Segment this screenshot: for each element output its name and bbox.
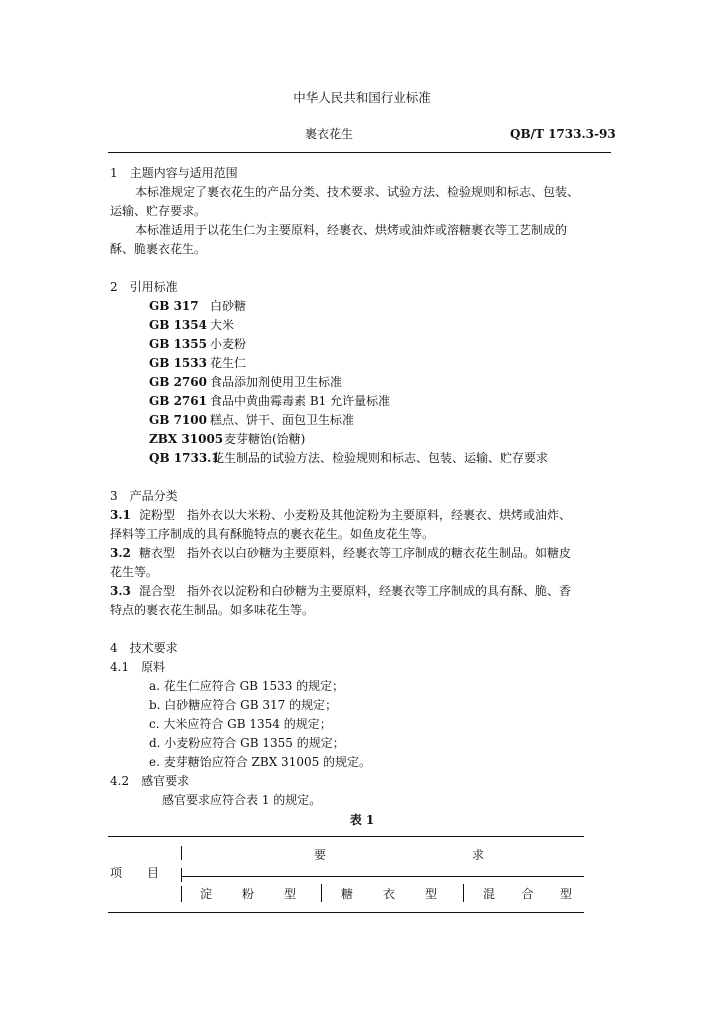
table-subheader: 糖衣型 <box>341 887 437 901</box>
clause-number: 3.3 <box>110 584 131 598</box>
ref-code: GB 1355 <box>149 337 207 351</box>
clause-3-1-cont: 择料等工序制成的具有酥脆特点的裹衣花生。如鱼皮花生等。 <box>110 527 435 541</box>
clause-3-2-text: 糖衣型 指外衣以白砂糖为主要原料，经裹衣等工序制成的糖衣花生制品。如糖皮 <box>139 546 572 560</box>
clause-4-2-text: 感官要求应符合表 1 的规定。 <box>162 793 322 807</box>
list-item: d. 小麦粉应符合 GB 1355 的规定； <box>149 736 345 750</box>
clause-number: 3.1 <box>110 508 131 522</box>
issuing-authority: 中华人民共和国行业标准 <box>293 90 431 105</box>
header-rule <box>108 152 611 153</box>
table-mid-rule <box>182 876 584 877</box>
table-header-item: 项目 <box>110 866 159 880</box>
ref-name: 食品中黄曲霉毒素 B1 允许量标准 <box>210 394 391 408</box>
column-divider <box>181 868 182 882</box>
ref-code: GB 2761 <box>149 394 207 408</box>
ref-name: 麦芽糖饴(饴糖) <box>224 432 306 446</box>
document-title: 裹衣花生 <box>305 127 354 141</box>
standard-code: QB/T 1733.3-93 <box>510 127 616 141</box>
section-4-heading: 4 技术要求 <box>110 641 178 655</box>
ref-code: GB 2760 <box>149 375 207 389</box>
clause-3-2-cont: 花生等。 <box>110 565 159 579</box>
section-1-para-2: 本标准适用于以花生仁为主要原料，经裹衣、烘烤或油炸或溶糖裹衣等工艺制成的 <box>135 223 568 237</box>
ref-code: GB 7100 <box>149 413 207 427</box>
section-2-heading: 2 引用标准 <box>110 280 178 294</box>
ref-name: 糕点、饼干、面包卫生标准 <box>210 413 355 427</box>
ref-name: 花生仁 <box>210 356 247 370</box>
list-item: a. 花生仁应符合 GB 1533 的规定； <box>149 679 345 693</box>
ref-code: ZBX 31005 <box>149 432 224 446</box>
table-subheader: 淀粉型 <box>200 887 296 901</box>
ref-code: QB 1733.1 <box>149 451 220 465</box>
list-item: c. 大米应符合 GB 1354 的规定； <box>149 717 332 731</box>
table-caption: 表 1 <box>349 813 375 827</box>
table-top-rule <box>108 836 584 837</box>
section-1-para-1: 本标准规定了裹衣花生的产品分类、技术要求、试验方法、检验规则和标志、包装、 <box>135 185 580 199</box>
list-item: e. 麦芽糖饴应符合 ZBX 31005 的规定。 <box>149 755 372 769</box>
ref-code: GB 1533 <box>149 356 207 370</box>
column-divider <box>181 886 182 902</box>
ref-name: 小麦粉 <box>210 337 247 351</box>
column-divider <box>321 884 322 902</box>
clause-3-3-text: 混合型 指外衣以淀粉和白砂糖为主要原料，经裹衣等工序制成的具有酥、脆、香 <box>139 584 572 598</box>
column-divider <box>463 884 464 902</box>
section-1-para-2-cont: 酥、脆裹衣花生。 <box>110 242 207 256</box>
clause-4-1-heading: 4.1 原料 <box>110 660 166 674</box>
table-bottom-rule <box>108 912 584 913</box>
ref-name: 大米 <box>210 318 235 332</box>
clause-number: 3.2 <box>110 546 131 560</box>
section-3-heading: 3 产品分类 <box>110 489 178 503</box>
ref-code: GB 1354 <box>149 318 207 332</box>
ref-name: 花生制品的试验方法、检验规则和标志、包装、运输、贮存要求 <box>212 451 549 465</box>
clause-4-2-heading: 4.2 感官要求 <box>110 774 190 788</box>
list-item: b. 白砂糖应符合 GB 317 的规定； <box>149 698 338 712</box>
clause-3-1-text: 淀粉型 指外衣以大米粉、小麦粉及其他淀粉为主要原料，经裹衣、烘烤或油炸、 <box>139 508 572 522</box>
table-header-requirement: 要求 <box>314 848 484 862</box>
clause-3-3-cont: 特点的裹衣花生制品。如多味花生等。 <box>110 603 315 617</box>
section-1-para-1-cont: 运输、贮存要求。 <box>110 204 207 218</box>
column-divider <box>181 846 182 860</box>
ref-name: 白砂糖 <box>210 299 247 313</box>
table-subheader: 混合型 <box>483 887 572 901</box>
section-1-heading: 1 主题内容与适用范围 <box>110 166 238 180</box>
ref-code: GB 317 <box>149 299 199 313</box>
ref-name: 食品添加剂使用卫生标准 <box>210 375 343 389</box>
